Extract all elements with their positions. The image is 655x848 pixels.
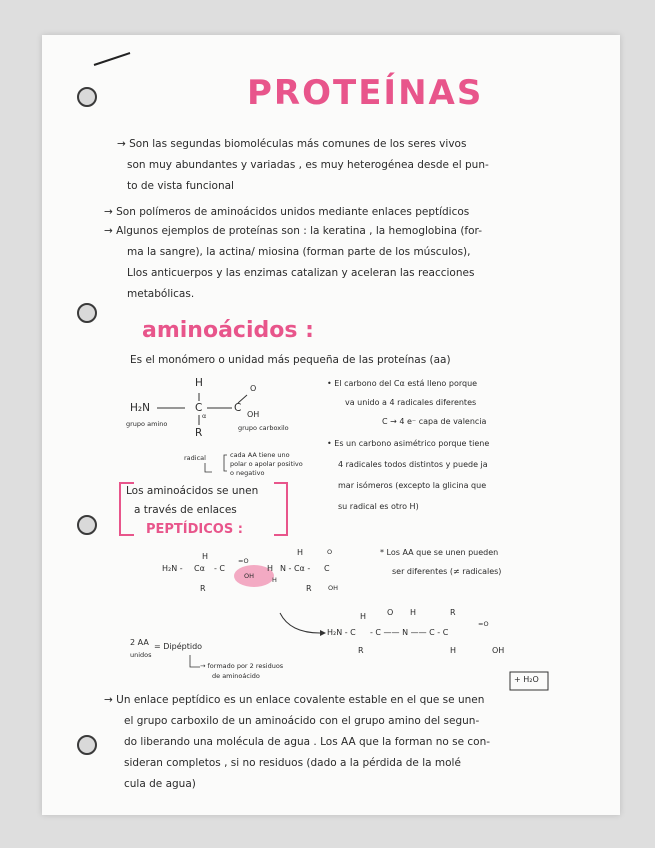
radical-note: cada AA tiene uno — [230, 451, 290, 459]
product-h2: H — [410, 608, 417, 617]
product-oh: OH — [492, 646, 505, 655]
final-line: → Un enlace peptídico es un enlace covalente estable en el que se unen — [104, 694, 485, 706]
carbon-note: su radical es otro H) — [338, 502, 419, 511]
product-o: O — [387, 608, 394, 617]
product-h3: H — [450, 646, 457, 655]
dipeptide-count: 2 AA — [130, 638, 149, 647]
notebook-page — [42, 35, 620, 815]
carbon-note: C → 4 e⁻ capa de valencia — [382, 417, 487, 426]
rxn-aa1-h: H — [202, 552, 209, 561]
rxn-aa1-cc: - C — [214, 564, 226, 573]
carbon-note: 4 radicales todos distintos y puede ja — [338, 460, 488, 469]
struct-o: O — [250, 384, 257, 393]
struct-h-top: H — [195, 377, 203, 389]
aminoacid-definition: Es el monómero o unidad más pequeña de las proteínas (aa) — [130, 354, 451, 366]
dipeptide-sub: de aminoácido — [212, 672, 260, 680]
rxn-aa2-c: C — [324, 564, 330, 573]
struct-alpha: α — [202, 412, 207, 420]
final-line: cula de agua) — [124, 778, 196, 790]
struct-nh2: H₂N — [130, 402, 150, 414]
page-title: PROTEÍNAS — [247, 73, 484, 113]
product-h1: H — [360, 612, 367, 621]
box-text: Los aminoácidos se unen — [126, 485, 259, 497]
product-oo: =O — [478, 620, 489, 628]
carbon-note: • El carbono del Cα está lleno porque — [327, 379, 478, 388]
carboxyl-group-label: grupo carboxilo — [238, 424, 289, 432]
product-r2: R — [450, 608, 456, 617]
final-line: do liberando una molécula de agua . Los AA que la forman no se con- — [124, 736, 491, 748]
product-r1: R — [358, 646, 364, 655]
rxn-aa1-oh: OH — [244, 572, 255, 580]
final-line: sideran completos , si no residuos (dado a la pérdida de la molé — [124, 757, 461, 769]
section-heading-aminoacidos: aminoácidos : — [142, 318, 314, 343]
radical-note: polar o apolar positivo — [230, 460, 303, 468]
final-line: el grupo carboxilo de un aminoácido con el grupo amino del segun- — [124, 715, 480, 727]
intro-line: Llos anticuerpos y las enzimas catalizan y aceleran las reacciones — [127, 267, 475, 279]
rxn-aa2-h: H — [297, 548, 304, 557]
box-text: a través de enlaces — [134, 504, 237, 516]
rxn-aa2-h-n: H — [267, 564, 274, 573]
intro-line: son muy abundantes y variadas , es muy heterogénea desde el pun- — [127, 159, 489, 171]
carbon-note: • Es un carbono asimétrico porque tiene — [327, 439, 490, 448]
reaction-note: * Los AA que se unen pueden — [380, 548, 499, 557]
intro-line: → Son polímeros de aminoácidos unidos mediante enlaces peptídicos — [104, 206, 470, 218]
amino-group-label: grupo amino — [126, 420, 168, 428]
box-heading-peptidicos: PEPTÍDICOS : — [146, 522, 243, 537]
rxn-aa1-n: H₂N - — [162, 564, 183, 573]
struct-carboxyl-c: C — [234, 402, 242, 414]
carbon-note: va unido a 4 radicales diferentes — [345, 398, 477, 407]
intro-line: → Son las segundas biomoléculas más comunes de los seres vivos — [117, 138, 467, 150]
struct-oh: OH — [247, 410, 260, 419]
dipeptide-label: unidos — [130, 651, 152, 659]
dipeptide-name: = Dipéptido — [154, 642, 203, 651]
struct-r: R — [195, 427, 203, 439]
product-left: H₂N - C — [327, 628, 356, 637]
rxn-aa2-h2: H — [272, 576, 277, 584]
radical-note: o negativo — [230, 469, 265, 477]
intro-line: ma la sangre), la actina/ miosina (forman parte de los músculos), — [127, 246, 471, 258]
rxn-aa2-oh: OH — [328, 584, 339, 592]
intro-line: metabólicas. — [127, 288, 195, 300]
carbon-note: mar isómeros (excepto la glicina que — [338, 481, 487, 490]
rxn-aa1-r: R — [200, 584, 206, 593]
water-product: + H₂O — [514, 675, 539, 684]
product-mid: - C —— N —— C - C — [370, 628, 449, 637]
rxn-aa1-c: Cα — [194, 564, 205, 573]
intro-line: to de vista funcional — [127, 180, 234, 192]
reaction-note: ser diferentes (≠ radicales) — [392, 567, 502, 576]
rxn-aa2-nc: N - Cα - — [280, 564, 311, 573]
rxn-aa2-r: R — [306, 584, 312, 593]
struct-carbon: C — [195, 402, 203, 414]
rxn-aa2-o: O — [327, 548, 333, 556]
dipeptide-sub: → formado por 2 residuos — [200, 662, 284, 670]
radical-label: radical — [184, 454, 206, 462]
rxn-aa1-o: =O — [238, 557, 249, 565]
intro-line: → Algunos ejemplos de proteínas son : la keratina , la hemoglobina (for- — [104, 225, 482, 237]
